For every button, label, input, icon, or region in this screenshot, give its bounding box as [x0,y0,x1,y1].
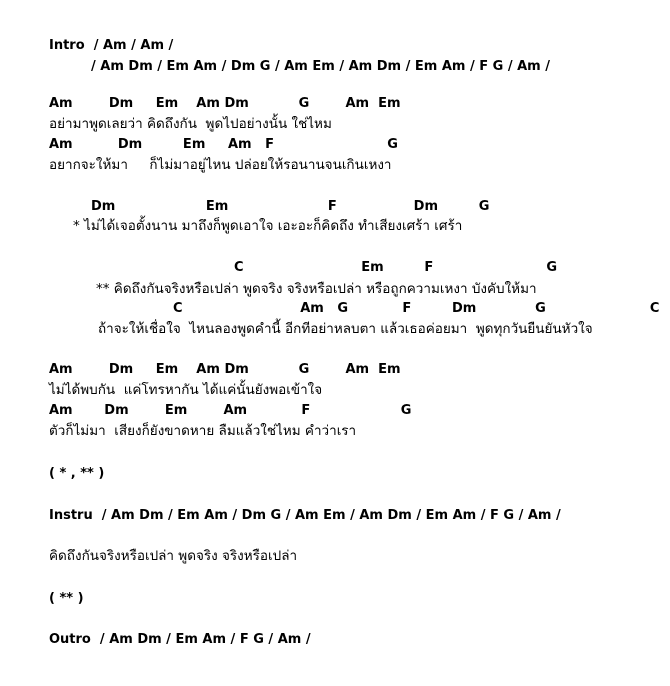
outro-line: Outro / Am Dm / Em Am / F G / Am / [49,632,311,647]
intro-line: Intro / Am / Am / [49,38,174,53]
verse1-lyric-1: อย่ามาพูดเลยว่า คิดถึงกัน พูดไปอย่างนั้น ใช่ไหม [49,116,332,132]
bridge-lyric: คิดถึงกันจริงหรือเปล่า พูดจริง จริงหรือเปล่า [49,548,298,564]
verse1-chords-2: Am Dm Em Am F G [49,137,398,152]
chorus1-lyric: * ไม่ได้เจอตั้งนาน มาถึงก็พูดเอาใจ เอะอะก็คิดถึง ทำเสียงเศร้า เศร้า [73,218,463,234]
verse2-chords-1: Am Dm Em Am Dm G Am Em [49,362,401,377]
repeat-marker-1: ( * , ** ) [49,466,105,481]
chorus2-chords-2: C Am G F Dm G C [173,301,660,316]
verse2-lyric-2: ตัวก็ไม่มา เสียงก็ยังขาดหาย ลืมแล้วใช่ไหม คำว่าเรา [49,423,357,439]
chorus1-chords: Dm Em F Dm G [91,199,490,214]
verse2-lyric-1: ไม่ได้พบกัน แค่โทรหากัน ได้แค่นั้นยังพอเข้าใจ [49,382,323,398]
intro-progression: / Am Dm / Em Am / Dm G / Am Em / Am Dm / Em Am / F G / Am / [91,59,550,74]
verse1-lyric-2: อยากจะให้มา ก็ไม่มาอยู่ไหน ปล่อยให้รอนานจนเกินเหงา [49,157,392,173]
chorus2-lyric-1: ** คิดถึงกันจริงหรือเปล่า พูดจริง จริงหรือเปล่า หรือถูกความเหงา บังคับให้มา [96,281,537,297]
repeat-marker-2: ( ** ) [49,591,84,606]
verse2-chords-2: Am Dm Em Am F G [49,403,412,418]
verse1-chords-1: Am Dm Em Am Dm G Am Em [49,96,401,111]
instrumental-line: Instru / Am Dm / Em Am / Dm G / Am Em / Am Dm / Em Am / F G / Am / [49,508,561,523]
chorus2-chords-1: C Em F G [234,260,558,275]
chorus2-lyric-2: ถ้าจะให้เชื่อใจ ไหนลองพูดคำนี้ อีกทีอย่าหลบตา แล้วเธอค่อยมา พูดทุกวันยืนยันหัวใจ [98,321,593,337]
